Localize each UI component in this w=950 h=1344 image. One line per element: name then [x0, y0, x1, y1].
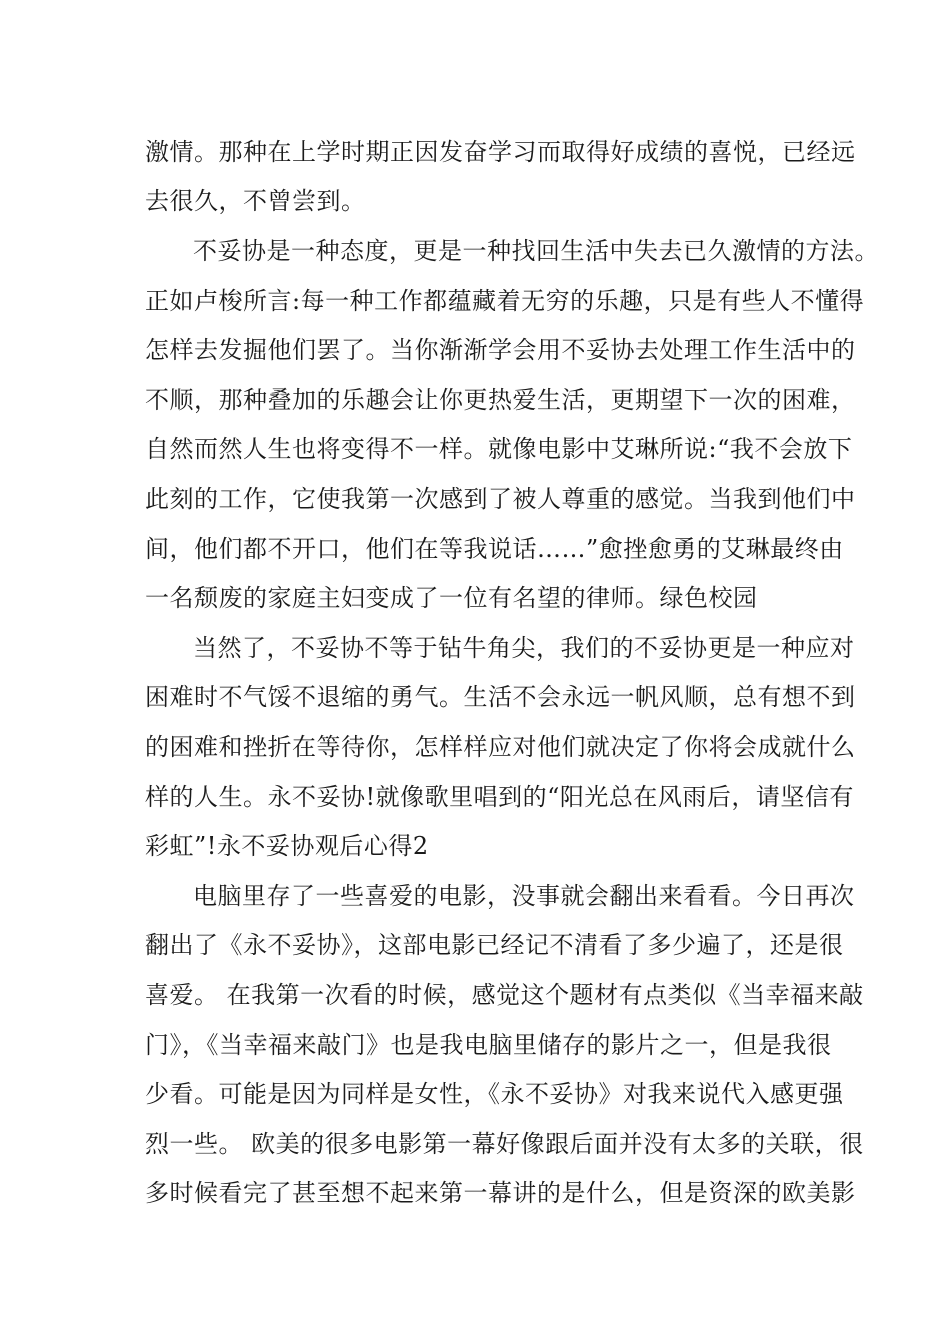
text-line: 正如卢梭所言:每一种工作都蕴藏着无穷的乐趣，只是有些人不懂得 [145, 287, 865, 315]
text-line: 多时候看完了甚至想不起来第一幕讲的是什么，但是资深的欧美影 [145, 1179, 856, 1207]
text-line: 样的人生。永不妥协!就像歌里唱到的“阳光总在风雨后，请坚信有 [145, 783, 854, 811]
text-line: 不顺，那种叠加的乐趣会让你更热爱生活，更期望下一次的困难， [145, 386, 856, 414]
text-line: 间，他们都不开口，他们在等我说话……”愈挫愈勇的艾琳最终由 [145, 535, 844, 563]
text-line: 去很久，不曾尝到。 [145, 187, 366, 215]
paragraph-start-line: 不妥协是一种态度，更是一种找回生活中失去已久激情的方法。 [193, 237, 879, 265]
paragraph-start-line: 电脑里存了一些喜爱的电影，没事就会翻出来看看。今日再次 [193, 882, 855, 910]
text-line: 彩虹”!永不妥协观后心得2 [145, 832, 429, 860]
text-line: 困难时不气馁不退缩的勇气。生活不会永远一帆风顺，总有想不到 [145, 683, 856, 711]
text-line: 一名颓废的家庭主妇变成了一位有名望的律师。绿色校园 [145, 584, 758, 612]
text-line: 自然而然人生也将变得不一样。就像电影中艾琳所说:“我不会放下 [145, 435, 853, 463]
text-line: 的困难和挫折在等待你，怎样样应对他们就决定了你将会成就什么 [145, 733, 856, 761]
text-line: 激情。那种在上学时期正因发奋学习而取得好成绩的喜悦，已经远 [145, 138, 856, 166]
text-line: 怎样去发掘他们罢了。当你渐渐学会用不妥协去处理工作生活中的 [145, 336, 856, 364]
text-line: 喜爱。 在我第一次看的时候，感觉这个题材有点类似《当幸福来敲 [145, 981, 864, 1009]
text-line: 此刻的工作，它使我第一次感到了被人尊重的感觉。当我到他们中 [145, 485, 856, 513]
text-line: 门》，《当幸福来敲门》也是我电脑里储存的影片之一，但是我很 [145, 1031, 832, 1059]
text-line: 少看。可能是因为同样是女性，《永不妥协》对我来说代入感更强 [145, 1080, 844, 1108]
paragraph-start-line: 当然了，不妥协不等于钻牛角尖，我们的不妥协更是一种应对 [193, 634, 855, 662]
text-line: 翻出了《永不妥协》，这部电影已经记不清看了多少遍了，还是很 [145, 931, 844, 959]
text-line: 烈一些。 欧美的很多电影第一幕好像跟后面并没有太多的关联，很 [145, 1130, 864, 1158]
